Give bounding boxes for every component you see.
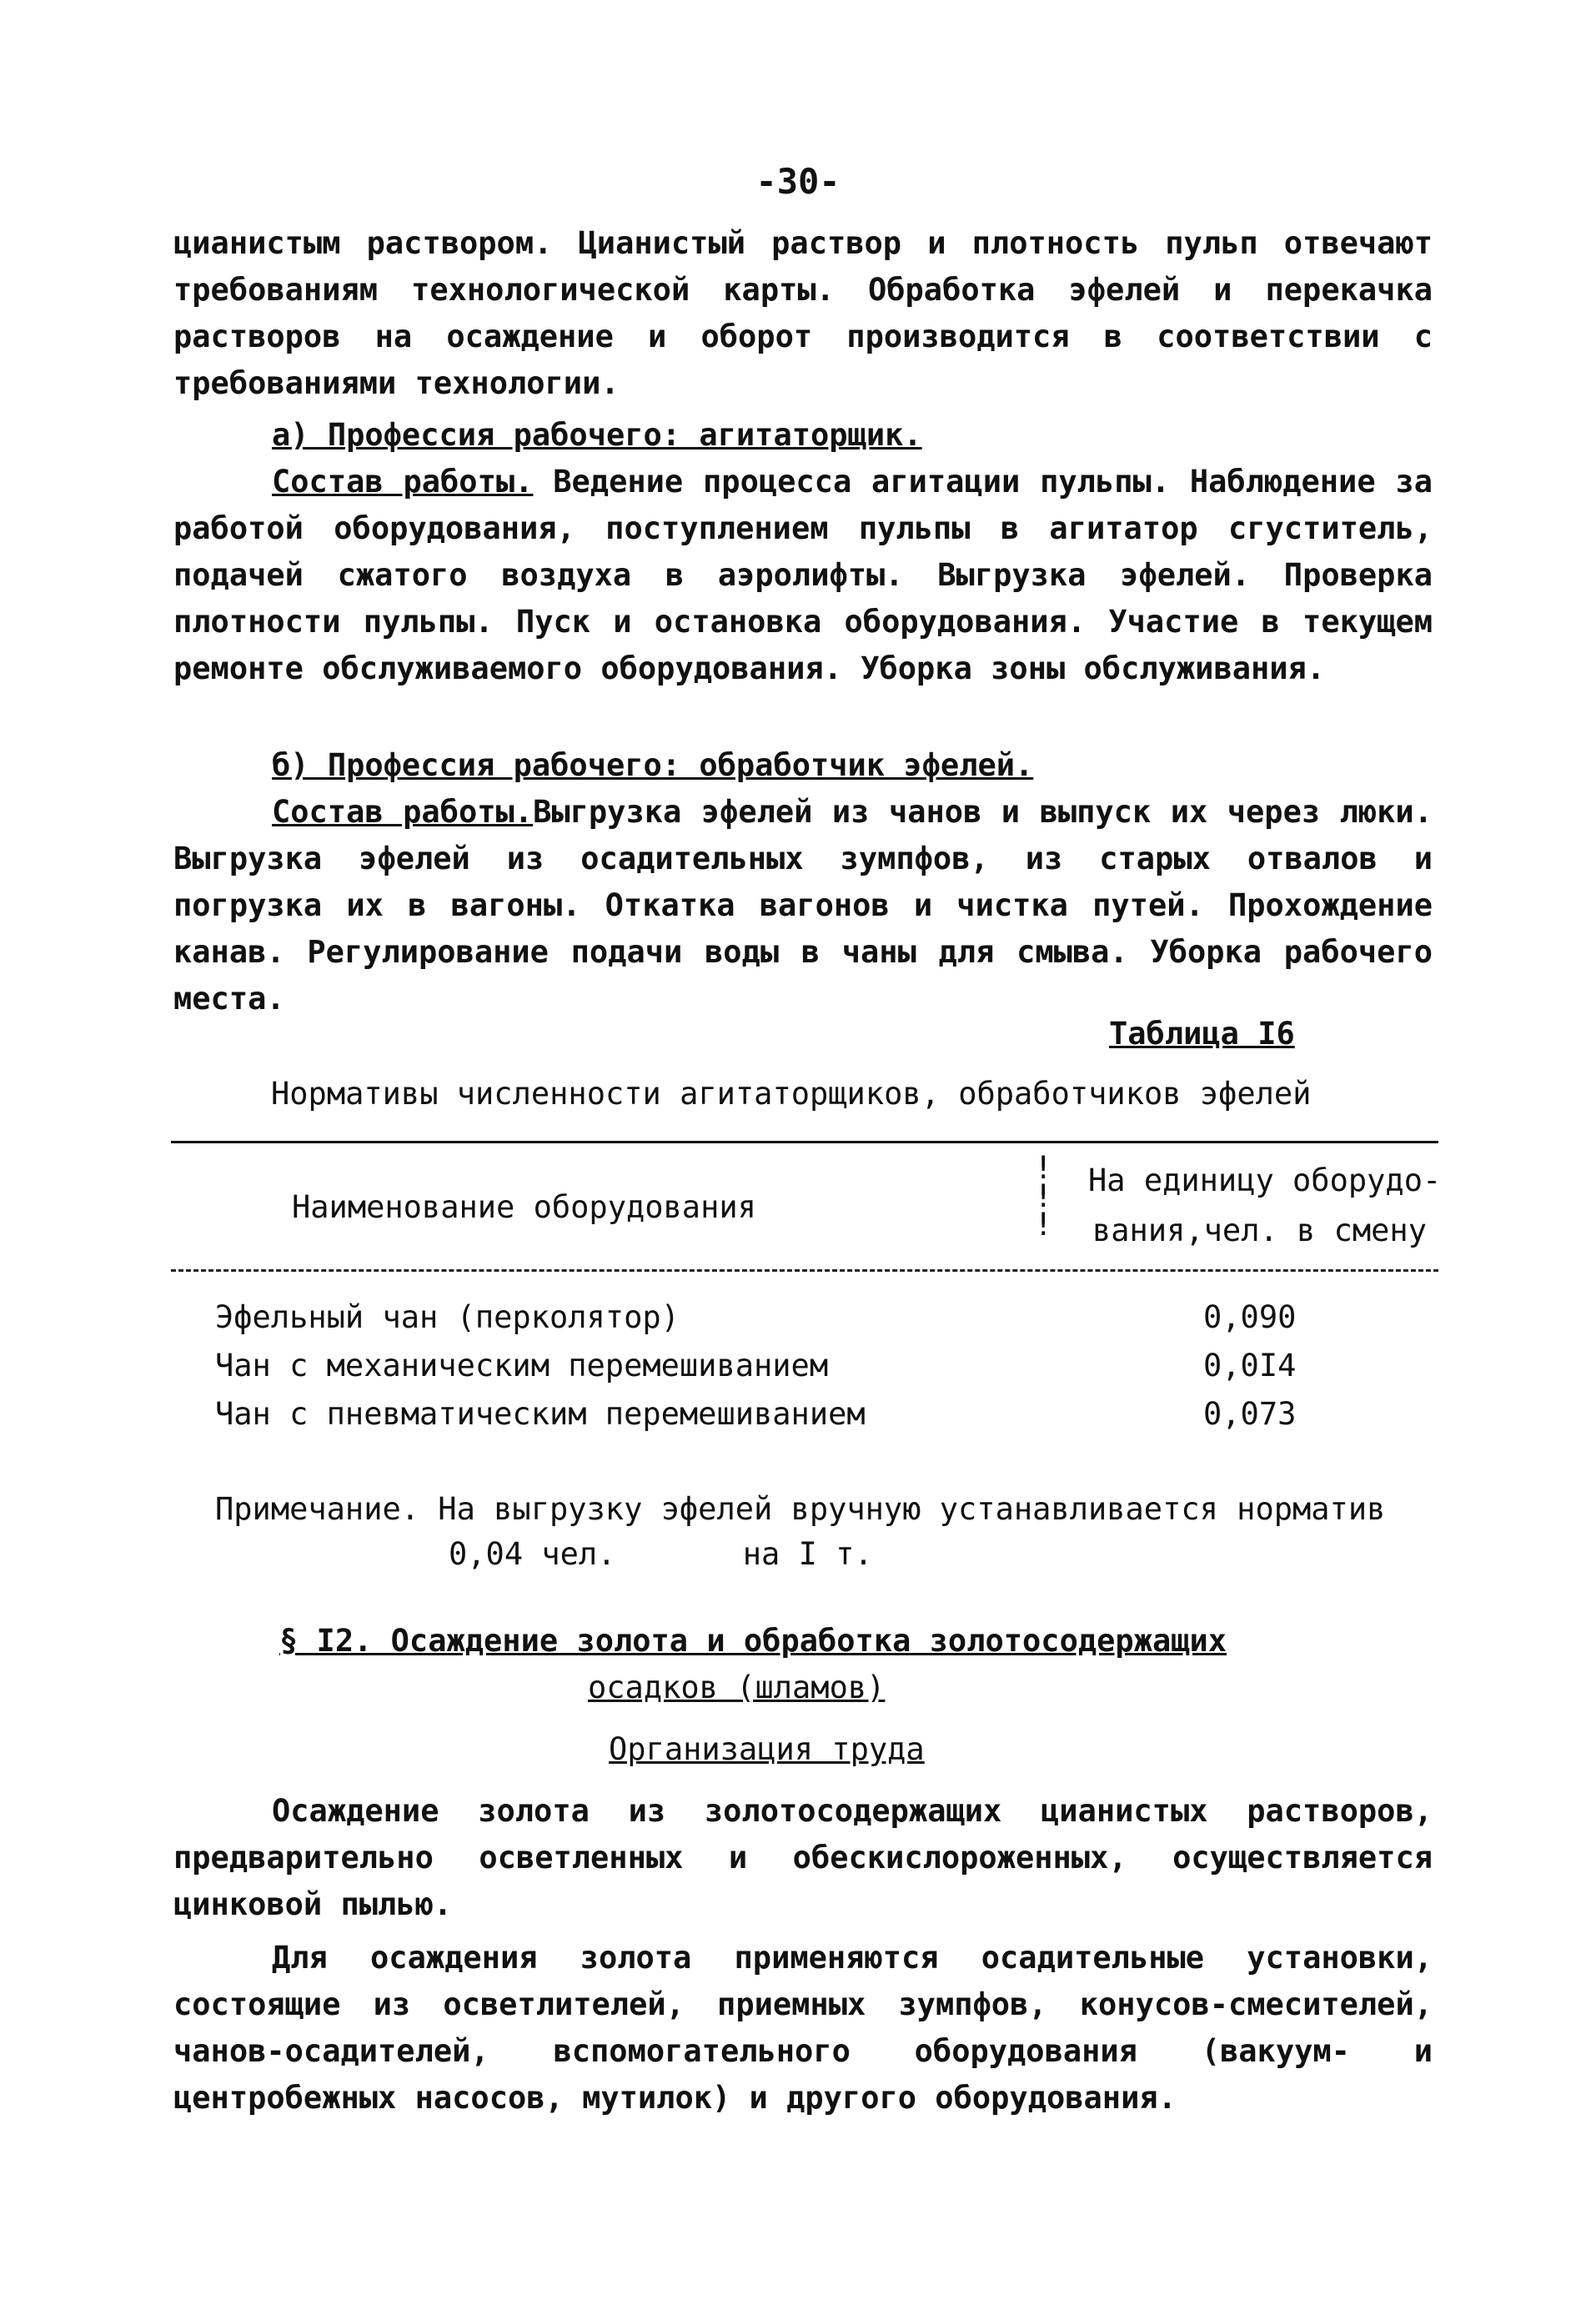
table-row-name: Эфельный чан (перколятор) bbox=[215, 1299, 680, 1335]
intro-paragraph: цианистым раствором. Цианистый раствор и плотность пульп отвечают требованиям технологической карты. Обработка эфелей и перекачка растворов на осаждение и оборот производится в соответствии с требованиями технологии. bbox=[173, 225, 1433, 401]
profession-a-heading-text: а) Профессия рабочего: агитаторщик. bbox=[272, 417, 922, 453]
section-title-line2: осадков (шламов) bbox=[588, 1670, 886, 1705]
profession-b-heading bbox=[173, 742, 1433, 789]
section12-body bbox=[173, 1788, 1433, 2122]
table-header-per-unit-line1: На единицу оборудо- bbox=[1088, 1163, 1442, 1198]
table-header-per-unit-line2: вания,чел. в смену bbox=[1092, 1213, 1427, 1248]
page-number: -30- bbox=[755, 161, 841, 202]
section-title-line1: § I2. Осаждение золота и обработка золотосодержащих bbox=[279, 1623, 1227, 1659]
profession-b-work-text: Выгрузка эфелей из чанов и выпуск их через люки. Выгрузка эфелей из осадительных зумпфов, из старых отвалов и погрузка их в вагоны. Откатка вагонов и чистка путей. Прохождение канав. Регулирование подачи воды в чаны для смыва. Уборка рабочего места. bbox=[173, 794, 1433, 1017]
table-row-value: 0,0I4 bbox=[1203, 1348, 1297, 1384]
profession-a-heading bbox=[173, 412, 1433, 459]
table-top-rule bbox=[171, 1141, 1438, 1143]
table-row-name: Чан с пневматическим перемешиванием bbox=[215, 1396, 866, 1432]
table-row-value: 0,073 bbox=[1203, 1396, 1297, 1432]
profession-b-work-label: Состав работы. bbox=[272, 794, 534, 830]
table-row bbox=[215, 1391, 1366, 1438]
profession-a-work bbox=[173, 459, 1433, 692]
profession-a-block bbox=[173, 412, 1433, 692]
section12-paragraph-2: Для осаждения золота применяются осадительные установки, состоящие из осветлителей, приемных зумпфов, конусов-смесителей, чанов-осадителей, вспомогательного оборудования (вакуум- и центробежных насосов, мутилок) и другого оборудования. bbox=[173, 1940, 1433, 2116]
table-note-value-line bbox=[449, 1531, 873, 1578]
section-subtitle: Организация труда bbox=[609, 1731, 925, 1767]
profession-a-work-text: Ведение процесса агитации пульпы. Наблюдение за работой оборудования, поступлением пульпы в агитатор сгуститель, подачей сжатого воздуха в аэролифты. Выгрузка эфелей. Проверка плотности пульпы. Пуск и остановка оборудования. Участие в текущем ремонте обслуживаемого оборудования. Уборка зоны обслуживания. bbox=[173, 464, 1433, 686]
table-note: Примечание. На выгрузку эфелей вручную устанавливается норматив bbox=[215, 1491, 1386, 1527]
table-caption: Нормативы численности агитаторщиков, обработчиков эфелей bbox=[271, 1076, 1312, 1112]
table-row bbox=[215, 1294, 1366, 1341]
table-note-value: 0,04 чел. bbox=[449, 1536, 616, 1572]
table-row-value: 0,090 bbox=[1203, 1299, 1297, 1335]
table-label: Таблица I6 bbox=[1109, 1016, 1295, 1052]
table-note-unit: на I т. bbox=[742, 1536, 873, 1572]
profession-b-work bbox=[173, 789, 1433, 1022]
profession-b-block bbox=[173, 742, 1433, 1022]
profession-a-work-label: Состав работы. bbox=[272, 464, 534, 500]
table-header-rule bbox=[171, 1269, 1438, 1272]
table-header-equipment: Наименование оборудования bbox=[292, 1189, 756, 1225]
section12-paragraph-1: Осаждение золота из золотосодержащих цианистых растворов, предварительно осветленных и обескислороженных, осуществляется цинковой пылью. bbox=[173, 1793, 1433, 1922]
profession-b-heading-text: б) Профессия рабочего: обработчик эфелей. bbox=[272, 747, 1034, 783]
table-row-name: Чан с механическим перемешиванием bbox=[215, 1348, 829, 1384]
table-row bbox=[215, 1343, 1366, 1389]
intro-paragraph-block bbox=[173, 220, 1433, 407]
table-header-divider: ! ! ! bbox=[1034, 1150, 1053, 1243]
table-header-per-unit bbox=[1088, 1156, 1455, 1256]
